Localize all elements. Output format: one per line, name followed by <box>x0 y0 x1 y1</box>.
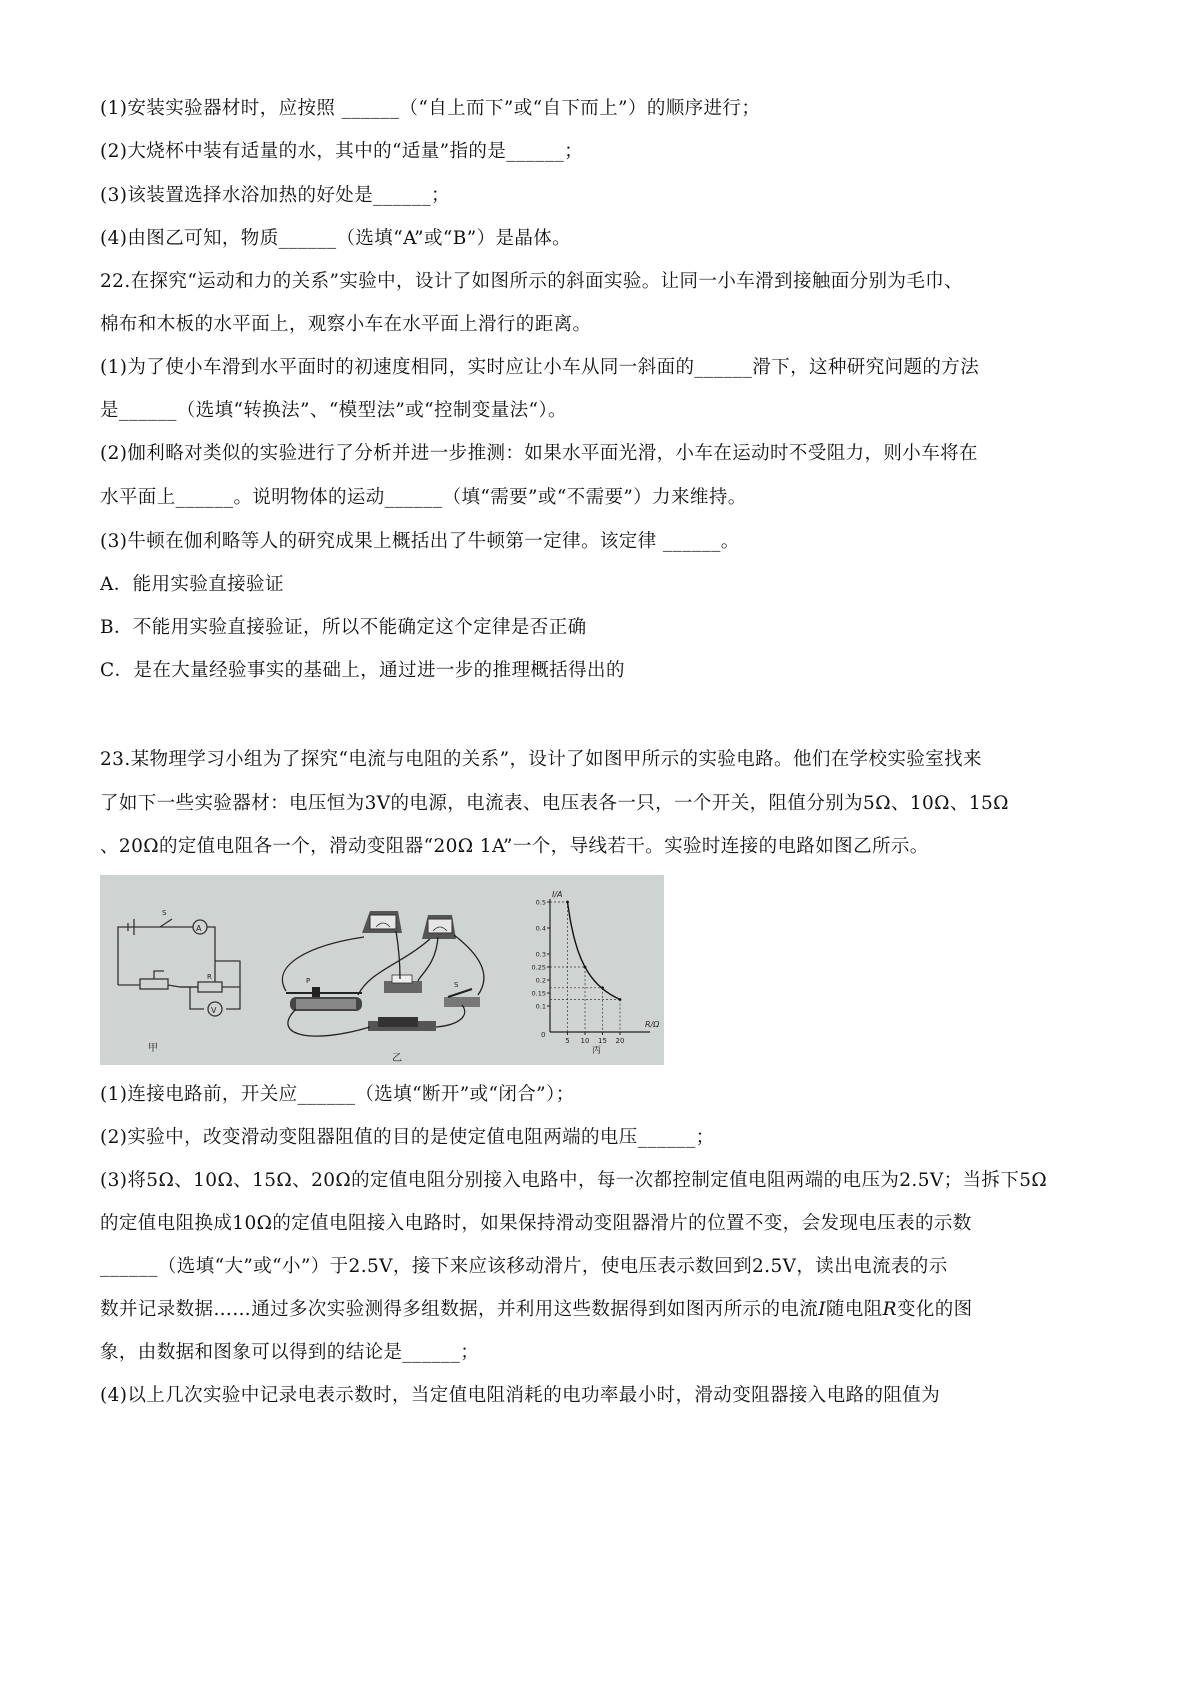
ammeter-label: A <box>196 924 202 933</box>
q23-stem-line1: 23.某物理学习小组为了探究“电流与电阻的关系”，设计了如图甲所示的实验电路。他们在学校实验室找来 <box>100 749 982 770</box>
q23-part3-line3: ______（选填“大”或“小”）于2.5V，接下来应该移动滑片，使电压表示数回到2.5V，读出电流表的示 <box>100 1256 948 1277</box>
graph-x-tick-label: 10 <box>580 1037 590 1045</box>
rheostat-symbol <box>140 979 168 989</box>
voltmeter-label: V <box>211 1006 217 1015</box>
q22-part3: (3)牛顿在伽利略等人的研究成果上概括出了牛顿第一定律。该定律 ______。 <box>100 531 740 552</box>
graph-y-tick-label: 0.25 <box>531 963 546 972</box>
apparatus-illustration <box>282 911 483 1036</box>
q23-stem-line3: 、20Ω的定值电阻各一个，滑动变阻器“20Ω 1A”一个，导线若干。实验时连接的电路如图乙所示。 <box>100 836 929 857</box>
label-yi: 乙 <box>392 1053 402 1064</box>
current-resistance-graph <box>532 899 650 1046</box>
battery-device <box>368 1017 436 1031</box>
slider-label: P <box>306 977 311 985</box>
q22-option-a: A．能用实验直接验证 <box>100 574 284 595</box>
q23-part2: (2)实验中，改变滑动变阻器阻值的目的是使定值电阻两端的电压______； <box>100 1127 715 1148</box>
q23-part3-line2: 的定值电阻换成10Ω的定值电阻接入电路时，如果保持滑动变阻器滑片的位置不变，会发现电压表的示数 <box>100 1213 972 1234</box>
q23-part3-line4-post: 变化的图 <box>896 1299 973 1320</box>
q22-option-b: B．不能用实验直接验证，所以不能确定这个定律是否正确 <box>100 617 587 638</box>
graph-x-tick-label: 20 <box>615 1037 625 1045</box>
q21-part1: (1)安装实验器材时，应按照 ______（“自上而下”或“自下而上”）的顺序进行； <box>100 98 761 119</box>
q23-part3-line5: 象，由数据和图象可以得到的结论是______； <box>100 1342 480 1363</box>
q22-stem-line1: 22.在探究“运动和力的关系”实验中，设计了如图所示的斜面实验。让同一小车滑到接触面分别为毛巾、 <box>100 271 964 292</box>
q23-part3-line4-pre: 数并记录数据……通过多次实验测得多组数据，并利用这些数据得到如图丙所示的电流 <box>100 1299 819 1320</box>
graph-y-tick-label: 0.5 <box>535 898 546 907</box>
resistor-symbol <box>198 982 222 992</box>
graph-y-label: I/A <box>552 890 563 899</box>
experiment-figure <box>100 875 664 1065</box>
graph-point <box>566 901 569 904</box>
variable-i: I <box>818 1299 826 1320</box>
graph-point <box>584 966 587 969</box>
graph-x-label: R/Ω <box>645 1020 660 1029</box>
graph-curve-line <box>568 902 621 1000</box>
q21-part2: (2)大烧杯中装有适量的水，其中的“适量”指的是______； <box>100 141 584 162</box>
rheostat-device <box>286 987 362 1011</box>
graph-y-tick-label: 0.2 <box>535 976 546 985</box>
graph-x-tick-label: 15 <box>598 1037 607 1045</box>
graph-point <box>619 998 622 1001</box>
graph-y-tick-label: 0.1 <box>535 1002 546 1011</box>
q23-part3-line1: (3)将5Ω、10Ω、15Ω、20Ω的定值电阻分别接入电路中，每一次都控制定值电阻两端的电压为2.5V；当拆下5Ω <box>100 1170 1048 1191</box>
label-bing: 丙 <box>592 1046 602 1056</box>
q21-part4: (4)由图乙可知，物质______（选填“A”或“B”）是晶体。 <box>100 228 572 249</box>
q21-part3: (3)该装置选择水浴加热的好处是______； <box>100 185 450 206</box>
circuit-diagram <box>118 919 240 1016</box>
q23-stem-line2: 了如下一些实验器材：电压恒为3V的电源，电流表、电压表各一只，一个开关，阻值分别为5Ω、10Ω、15Ω <box>100 793 1009 814</box>
q23-part1: (1)连接电路前，开关应______（选填“断开”或“闭合”）； <box>100 1084 575 1105</box>
label-jia: 甲 <box>148 1043 158 1054</box>
resistor-label: R <box>207 973 212 981</box>
graph-x-tick-label: 5 <box>565 1037 570 1045</box>
switch-device <box>444 989 480 1007</box>
resistor-device <box>384 975 422 993</box>
ammeter-device <box>362 911 402 933</box>
switch-label: S <box>162 909 167 917</box>
q22-stem-line2: 棉布和木板的水平面上，观察小车在水平面上滑行的距离。 <box>100 314 592 335</box>
q23-part3-line4-mid: 随电阻 <box>825 1299 883 1320</box>
graph-origin: 0 <box>541 1031 546 1039</box>
switch-device-label: S <box>454 981 459 989</box>
q22-option-c: C．是在大量经验事实的基础上，通过进一步的推理概括得出的 <box>100 660 625 681</box>
graph-point <box>601 986 604 989</box>
q23-part3-line4 <box>100 1298 973 1322</box>
voltmeter-device <box>422 915 456 939</box>
graph-y-tick-label: 0.3 <box>535 950 546 959</box>
q22-part1-line1: (1)为了使小车滑到水平面时的初速度相同，实时应让小车从同一斜面的______滑下，这种研究问题的方法 <box>100 357 980 378</box>
q23-part4: (4)以上几次实验中记录电表示数时，当定值电阻消耗的电功率最小时，滑动变阻器接入电路的阻值为 <box>100 1385 941 1406</box>
figure-svg <box>100 875 664 1065</box>
q22-part2-line1: (2)伽利略对类似的实验进行了分析并进一步推测：如果水平面光滑，小车在运动时不受阻力，则小车将在 <box>100 443 978 464</box>
graph-y-tick-label: 0.4 <box>535 924 546 933</box>
q22-part2-line2: 水平面上______。说明物体的运动______（填“需要”或“不需要”）力来维持。 <box>100 487 747 508</box>
variable-r: R <box>882 1299 897 1320</box>
graph-y-tick-label: 0.15 <box>531 989 546 998</box>
q22-part1-line2: 是______（选填“转换法”、“模型法”或“控制变量法“）。 <box>100 400 567 421</box>
